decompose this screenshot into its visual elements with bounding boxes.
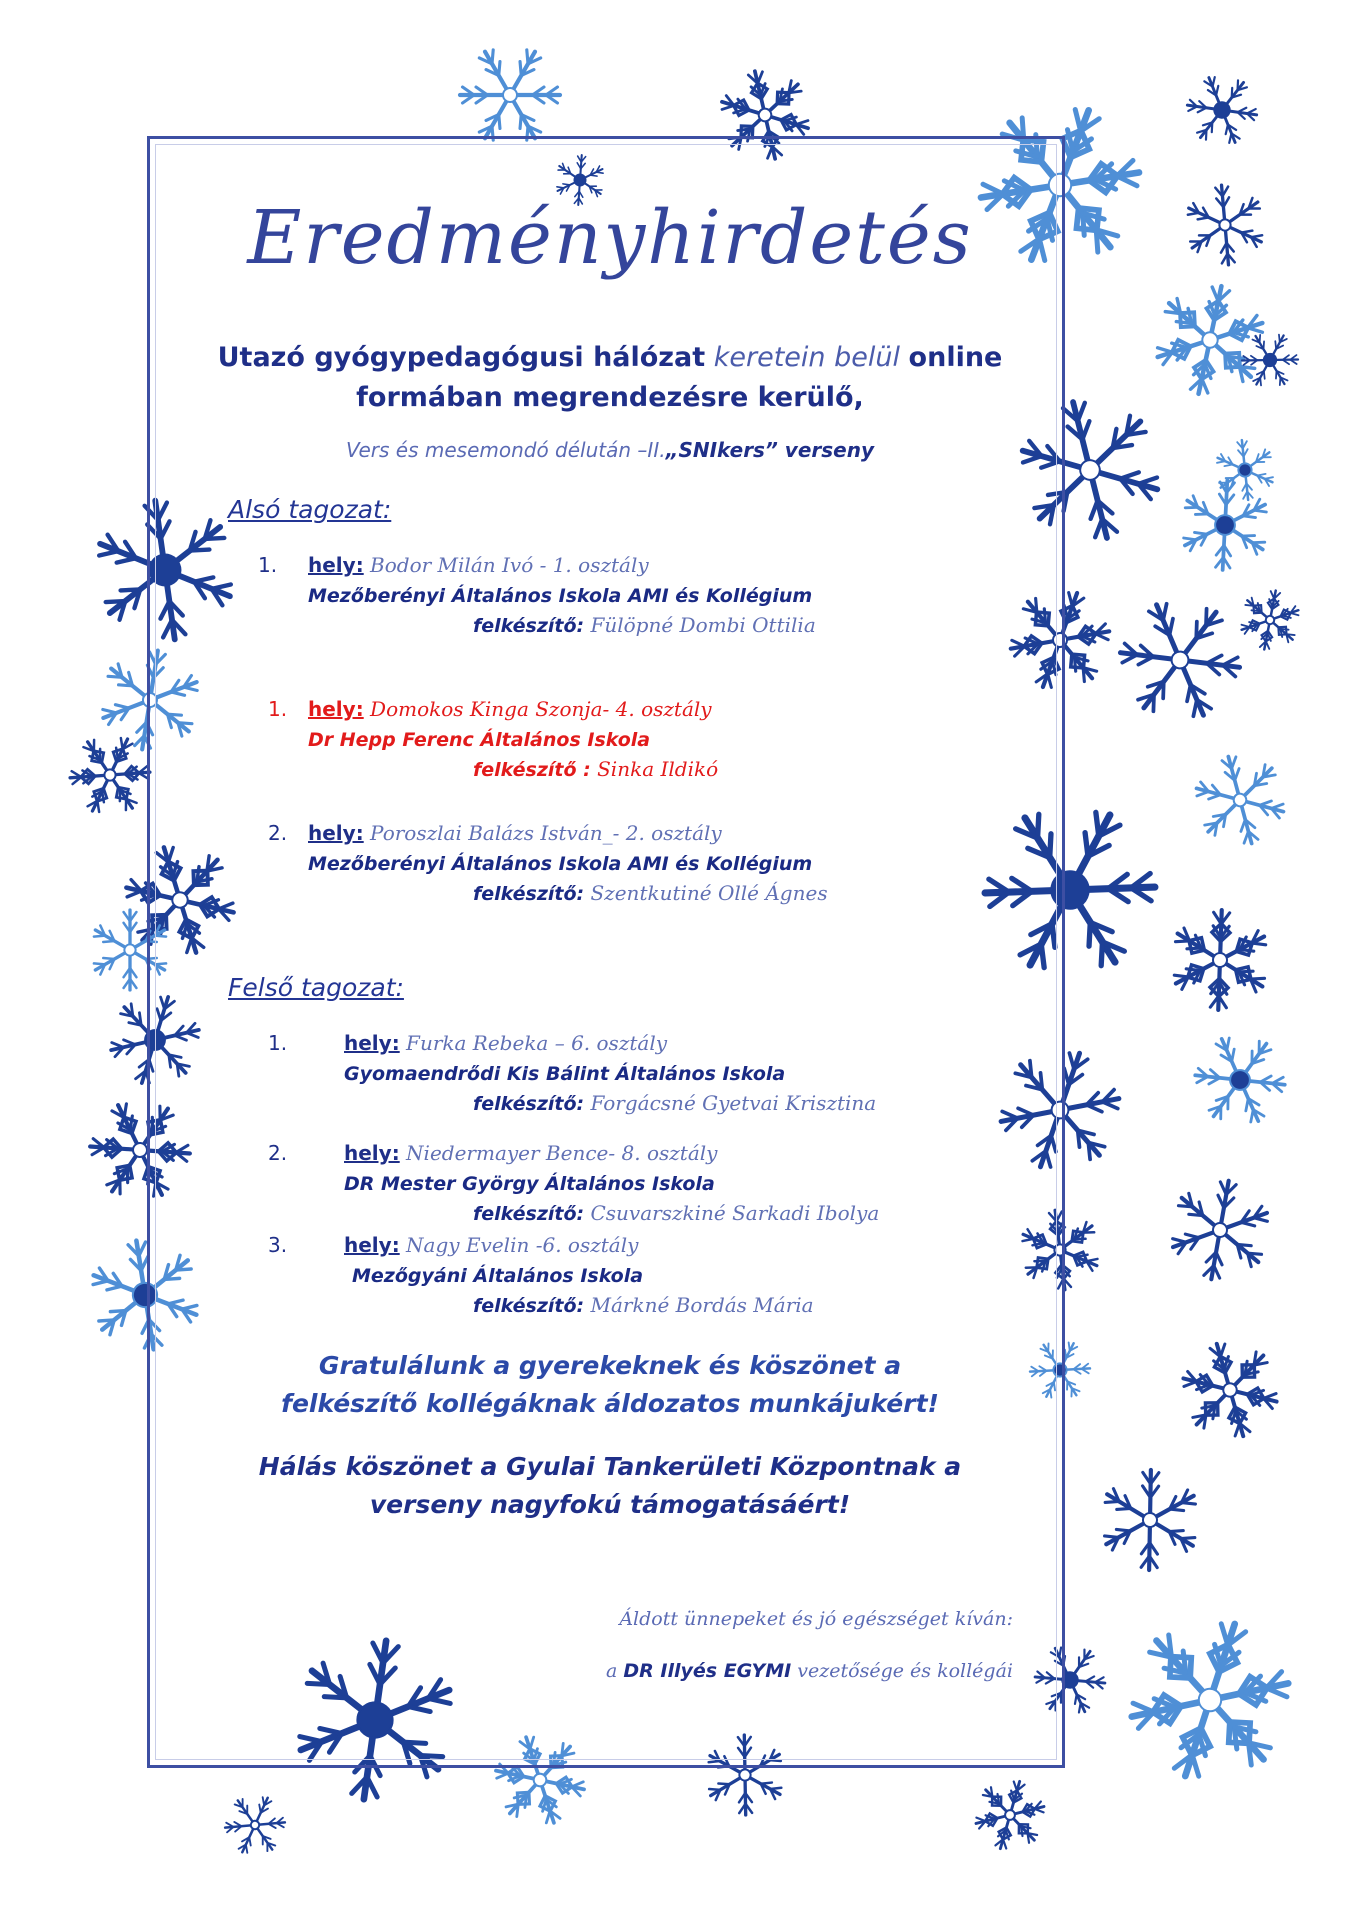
signoff-org-name: DR Illyés EGYMI	[623, 1660, 792, 1682]
entry-school: Dr Hepp Ferenc Általános Iskola	[308, 729, 651, 751]
entry-prep-label: felkészítő:	[473, 1093, 585, 1115]
entry-student: Poroszlai Balázs István_- 2. osztály	[363, 821, 722, 845]
snowflake-icon	[1103, 1592, 1317, 1808]
entry-student: Domokos Kinga Szonja- 4. osztály	[363, 697, 712, 721]
thanks-text	[200, 1448, 1020, 1524]
entry-prep-name: Sinka Ildikó	[590, 757, 719, 781]
entry-rank: hely:	[344, 1233, 400, 1257]
lower-entry-1	[258, 550, 998, 640]
entry-rank: hely:	[308, 821, 364, 845]
thanks-line-2: verseny nagyfokú támogatásáért!	[369, 1490, 851, 1519]
snowflake-icon	[1207, 433, 1284, 507]
intro-within: keretein belül	[705, 342, 909, 373]
event-subtitle	[200, 438, 1020, 462]
entry-prep-label: felkészítő:	[473, 615, 585, 637]
snowflake-icon	[216, 1785, 295, 1865]
signoff-suffix: vezetősége és kollégái	[791, 1660, 1013, 1682]
snowflake-icon	[963, 1768, 1057, 1862]
congrats-line-1: Gratulálunk a gyerekeknek és köszönet a	[318, 1351, 902, 1380]
entry-prep-label: felkészítő:	[473, 883, 585, 905]
page-title: Eredményhirdetés	[247, 195, 973, 281]
snowflake-icon	[460, 50, 560, 140]
entry-student: Niedermayer Bence- 8. osztály	[399, 1141, 718, 1165]
snowflake-icon	[1186, 749, 1294, 851]
entry-school: Mezőberényi Általános Iskola AMI és Kollégium	[308, 585, 813, 607]
entry-prep-label: felkészítő:	[473, 1203, 585, 1225]
snowflake-icon	[1183, 74, 1261, 146]
upper-entry-3	[268, 1230, 1028, 1320]
entry-number: 2.	[268, 821, 288, 845]
lower-entry-2	[268, 694, 1008, 784]
entry-number: 1.	[268, 1031, 288, 1055]
lower-section-heading: Alsó tagozat:	[228, 495, 392, 524]
snowflake-icon	[1154, 895, 1287, 1025]
thanks-line-1: Hálás köszönet a Gyulai Tankerületi Központnak a	[258, 1452, 962, 1481]
upper-entry-2	[268, 1138, 1028, 1228]
snowflake-icon	[1173, 1336, 1287, 1443]
intro-text	[200, 338, 1020, 418]
entry-prep-name: Forgácsné Gyetvai Krisztina	[584, 1091, 877, 1115]
snowflake-icon	[1114, 599, 1246, 721]
entry-prep-name: Szentkutiné Ollé Ágnes	[584, 881, 828, 905]
entry-number: 3.	[268, 1233, 288, 1257]
entry-number: 2.	[268, 1141, 288, 1165]
subtitle-text: Vers és mesemondó délután –II.	[345, 438, 666, 462]
snowflake-icon	[1136, 266, 1284, 413]
signoff-wishes: Áldott ünnepeket és jó egészséget kíván:	[619, 1608, 1013, 1630]
entry-prep-label: felkészítő:	[473, 1295, 585, 1317]
entry-number: 1.	[258, 553, 278, 577]
entry-school: Mezőgyáni Általános Iskola	[352, 1265, 644, 1287]
entry-school: Mezőberényi Általános Iskola AMI és Kollégium	[308, 853, 813, 875]
signoff-organization	[606, 1660, 1013, 1682]
intro-online: online	[908, 342, 1003, 373]
intro-network: Utazó gyógypedagógusi hálózat	[217, 342, 706, 373]
subtitle-highlight: „SNIkers” verseny	[665, 438, 875, 462]
entry-student: Furka Rebeka – 6. osztály	[399, 1031, 668, 1055]
entry-number: 1.	[268, 697, 288, 721]
congrats-line-2: felkészítő kollégáknak áldozatos munkájukért!	[281, 1389, 939, 1418]
entry-student: Bodor Milán Ivó - 1. osztály	[363, 553, 649, 577]
entry-student: Nagy Evelin -6. osztály	[399, 1233, 639, 1257]
congratulations-text	[200, 1347, 1020, 1423]
entry-prep-name: Fülöpné Dombi Ottilia	[584, 613, 816, 637]
entry-school: Gyomaendrődi Kis Bálint Általános Iskola	[344, 1063, 786, 1085]
upper-entry-1	[268, 1028, 1028, 1118]
snowflake-icon	[1173, 175, 1276, 274]
entry-rank: hely:	[344, 1031, 400, 1055]
snowflake-icon	[1191, 1035, 1289, 1125]
entry-prep-name: Márkné Bordás Mária	[584, 1293, 814, 1317]
upper-section-heading: Felső tagozat:	[228, 973, 404, 1002]
intro-line2: formában megrendezésre kerülő,	[356, 382, 864, 413]
snowflake-icon	[1084, 1456, 1216, 1585]
entry-rank: hely:	[308, 697, 364, 721]
entry-school: DR Mester György Általános Iskola	[344, 1173, 715, 1195]
entry-prep-name: Csuvarszkiné Sarkadi Ibolya	[584, 1201, 880, 1225]
snowflake-icon	[1230, 580, 1311, 660]
snowflake-icon	[1153, 1163, 1288, 1296]
signoff-prefix: a	[606, 1660, 624, 1682]
entry-prep-label: felkészítő :	[473, 759, 591, 781]
lower-entry-3	[268, 818, 1008, 908]
entry-rank: hely:	[308, 553, 364, 577]
entry-rank: hely:	[344, 1141, 400, 1165]
